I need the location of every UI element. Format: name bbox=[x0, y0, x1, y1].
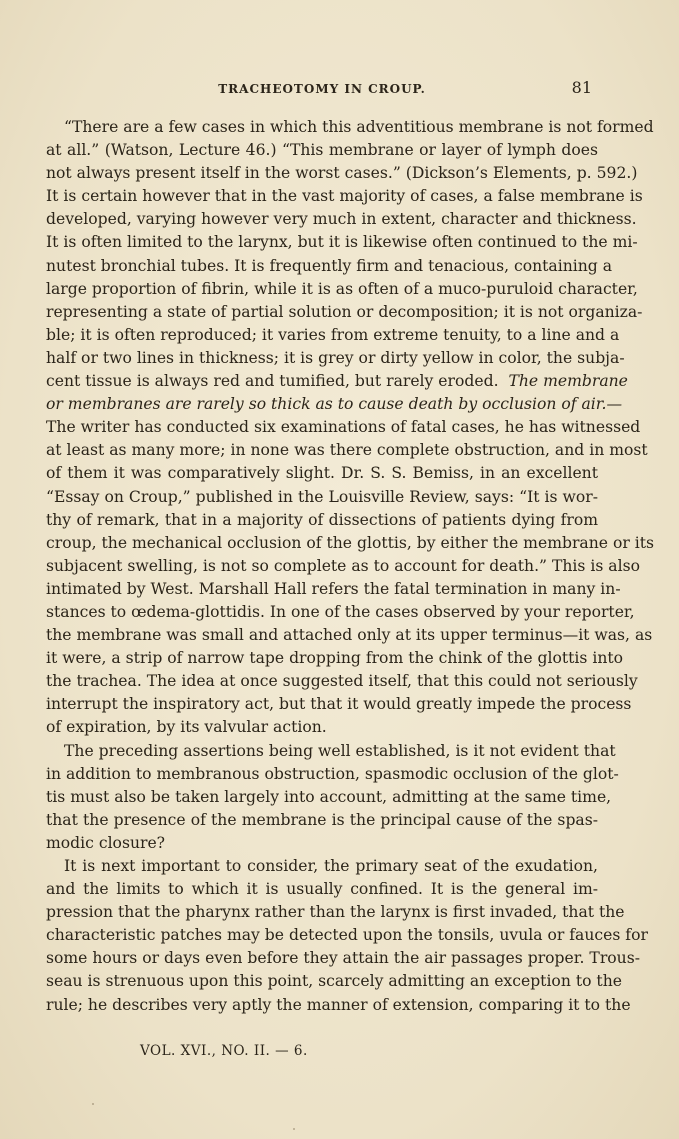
italic-line bbox=[46, 393, 623, 416]
text-line: thy of remark, that in a majority of dissections of patients dying from bbox=[46, 510, 598, 529]
text-line: subjacent swelling, is not so complete as to account for death.” This is also bbox=[46, 556, 640, 575]
text-line: seau is strenuous upon this point, scarcely admitting an exception to the bbox=[46, 972, 622, 991]
text-line: in addition to membranous obstruction, spasmodic occlusion of the glot- bbox=[46, 764, 619, 783]
text-line: some hours or days even before they attain the air passages proper. Trous- bbox=[46, 949, 640, 968]
text-line: “Essay on Croup,” published in the Louisville Review, says: “It is wor- bbox=[46, 487, 598, 506]
page-header bbox=[46, 78, 598, 102]
text-line: intimated by West. Marshall Hall refers the fatal termination in many in- bbox=[46, 579, 621, 598]
text-line: ble; it is often reproduced; it varies from extreme tenuity, to a line and a bbox=[46, 325, 620, 344]
text-line: of expiration, by its valvular action. bbox=[46, 718, 327, 737]
text-line: at least as many more; in none was there complete obstruction, and in most bbox=[46, 441, 648, 460]
text-line: it were, a strip of narrow tape dropping from the chink of the glottis into bbox=[46, 649, 624, 668]
text-line: modic closure? bbox=[46, 833, 166, 852]
text-line: croup, the mechanical occlusion of the glottis, by either the membrane or its bbox=[46, 533, 654, 552]
text-line: pression that the pharynx rather than the larynx is first invaded, that the bbox=[46, 903, 625, 922]
text-line-with-italic bbox=[46, 370, 628, 393]
text-line: It is often limited to the larynx, but it is likewise often continued to the mi- bbox=[46, 233, 638, 252]
text-line: and the limits to which it is usually confined. It is the general im- bbox=[46, 880, 598, 899]
text-line: that the presence of the membrane is the principal cause of the spas- bbox=[46, 810, 598, 829]
paper-speck bbox=[92, 1103, 94, 1105]
signature-line: VOL. XVI., NO. II. — 6. bbox=[140, 1043, 308, 1059]
text-line: developed, varying however very much in extent, character and thickness. bbox=[46, 210, 637, 229]
text-line: It is certain however that in the vast majority of cases, a false membrane is bbox=[46, 187, 643, 206]
running-head: TRACHEOTOMY IN CROUP. bbox=[218, 82, 426, 96]
text-line: rule; he describes very aptly the manner of extension, comparing it to the bbox=[46, 995, 631, 1014]
text-segment: cent tissue is always red and tumified, but rarely eroded. bbox=[46, 372, 499, 391]
text-line: tis must also be taken largely into account, admitting at the same time, bbox=[46, 787, 612, 806]
text-line: the membrane was small and attached only at its upper terminus—it was, as bbox=[46, 626, 653, 645]
text-line: It is next important to consider, the primary seat of the exudation, bbox=[64, 857, 598, 875]
text-line: at all.” (Watson, Lecture 46.) “This membrane or layer of lymph does bbox=[46, 141, 598, 160]
text-line: The writer has conducted six examinations of fatal cases, he has witnessed bbox=[46, 418, 641, 437]
text-line: large proportion of fibrin, while it is as often of a muco-puruloid character, bbox=[46, 279, 638, 298]
text-line: interrupt the inspiratory act, but that it would greatly impede the process bbox=[46, 695, 632, 714]
text-line: The preceding assertions being well established, is it not evident that bbox=[64, 741, 616, 760]
text-line: of them it was comparatively slight. Dr. S. S. Bemiss, in an excellent bbox=[46, 464, 598, 483]
text-line: the trachea. The idea at once suggested itself, that this could not seriously bbox=[46, 672, 638, 691]
italic-text: or membranes are rarely so thick as to cause death by occlusion of air.— bbox=[46, 395, 623, 414]
text-line: not always present itself in the worst cases.” (Dickson’s Elements, p. 592.) bbox=[46, 164, 638, 183]
italic-phrase: The membrane bbox=[508, 372, 628, 391]
text-line: nutest bronchial tubes. It is frequently firm and tenacious, containing a bbox=[46, 256, 613, 275]
text-line: “There are a few cases in which this adventitious membrane is not formed bbox=[64, 118, 654, 136]
text-line: representing a state of partial solution or decomposition; it is not organiza- bbox=[46, 302, 643, 321]
paper-speck bbox=[293, 1128, 295, 1130]
page-number: 81 bbox=[571, 78, 592, 97]
body-text bbox=[46, 116, 654, 1017]
text-line: half or two lines in thickness; it is grey or dirty yellow in color, the subja- bbox=[46, 348, 625, 367]
text-line: stances to œdema-glottidis. In one of the cases observed by your reporter, bbox=[46, 602, 635, 621]
text-line: characteristic patches may be detected upon the tonsils, uvula or fauces for bbox=[46, 926, 648, 945]
